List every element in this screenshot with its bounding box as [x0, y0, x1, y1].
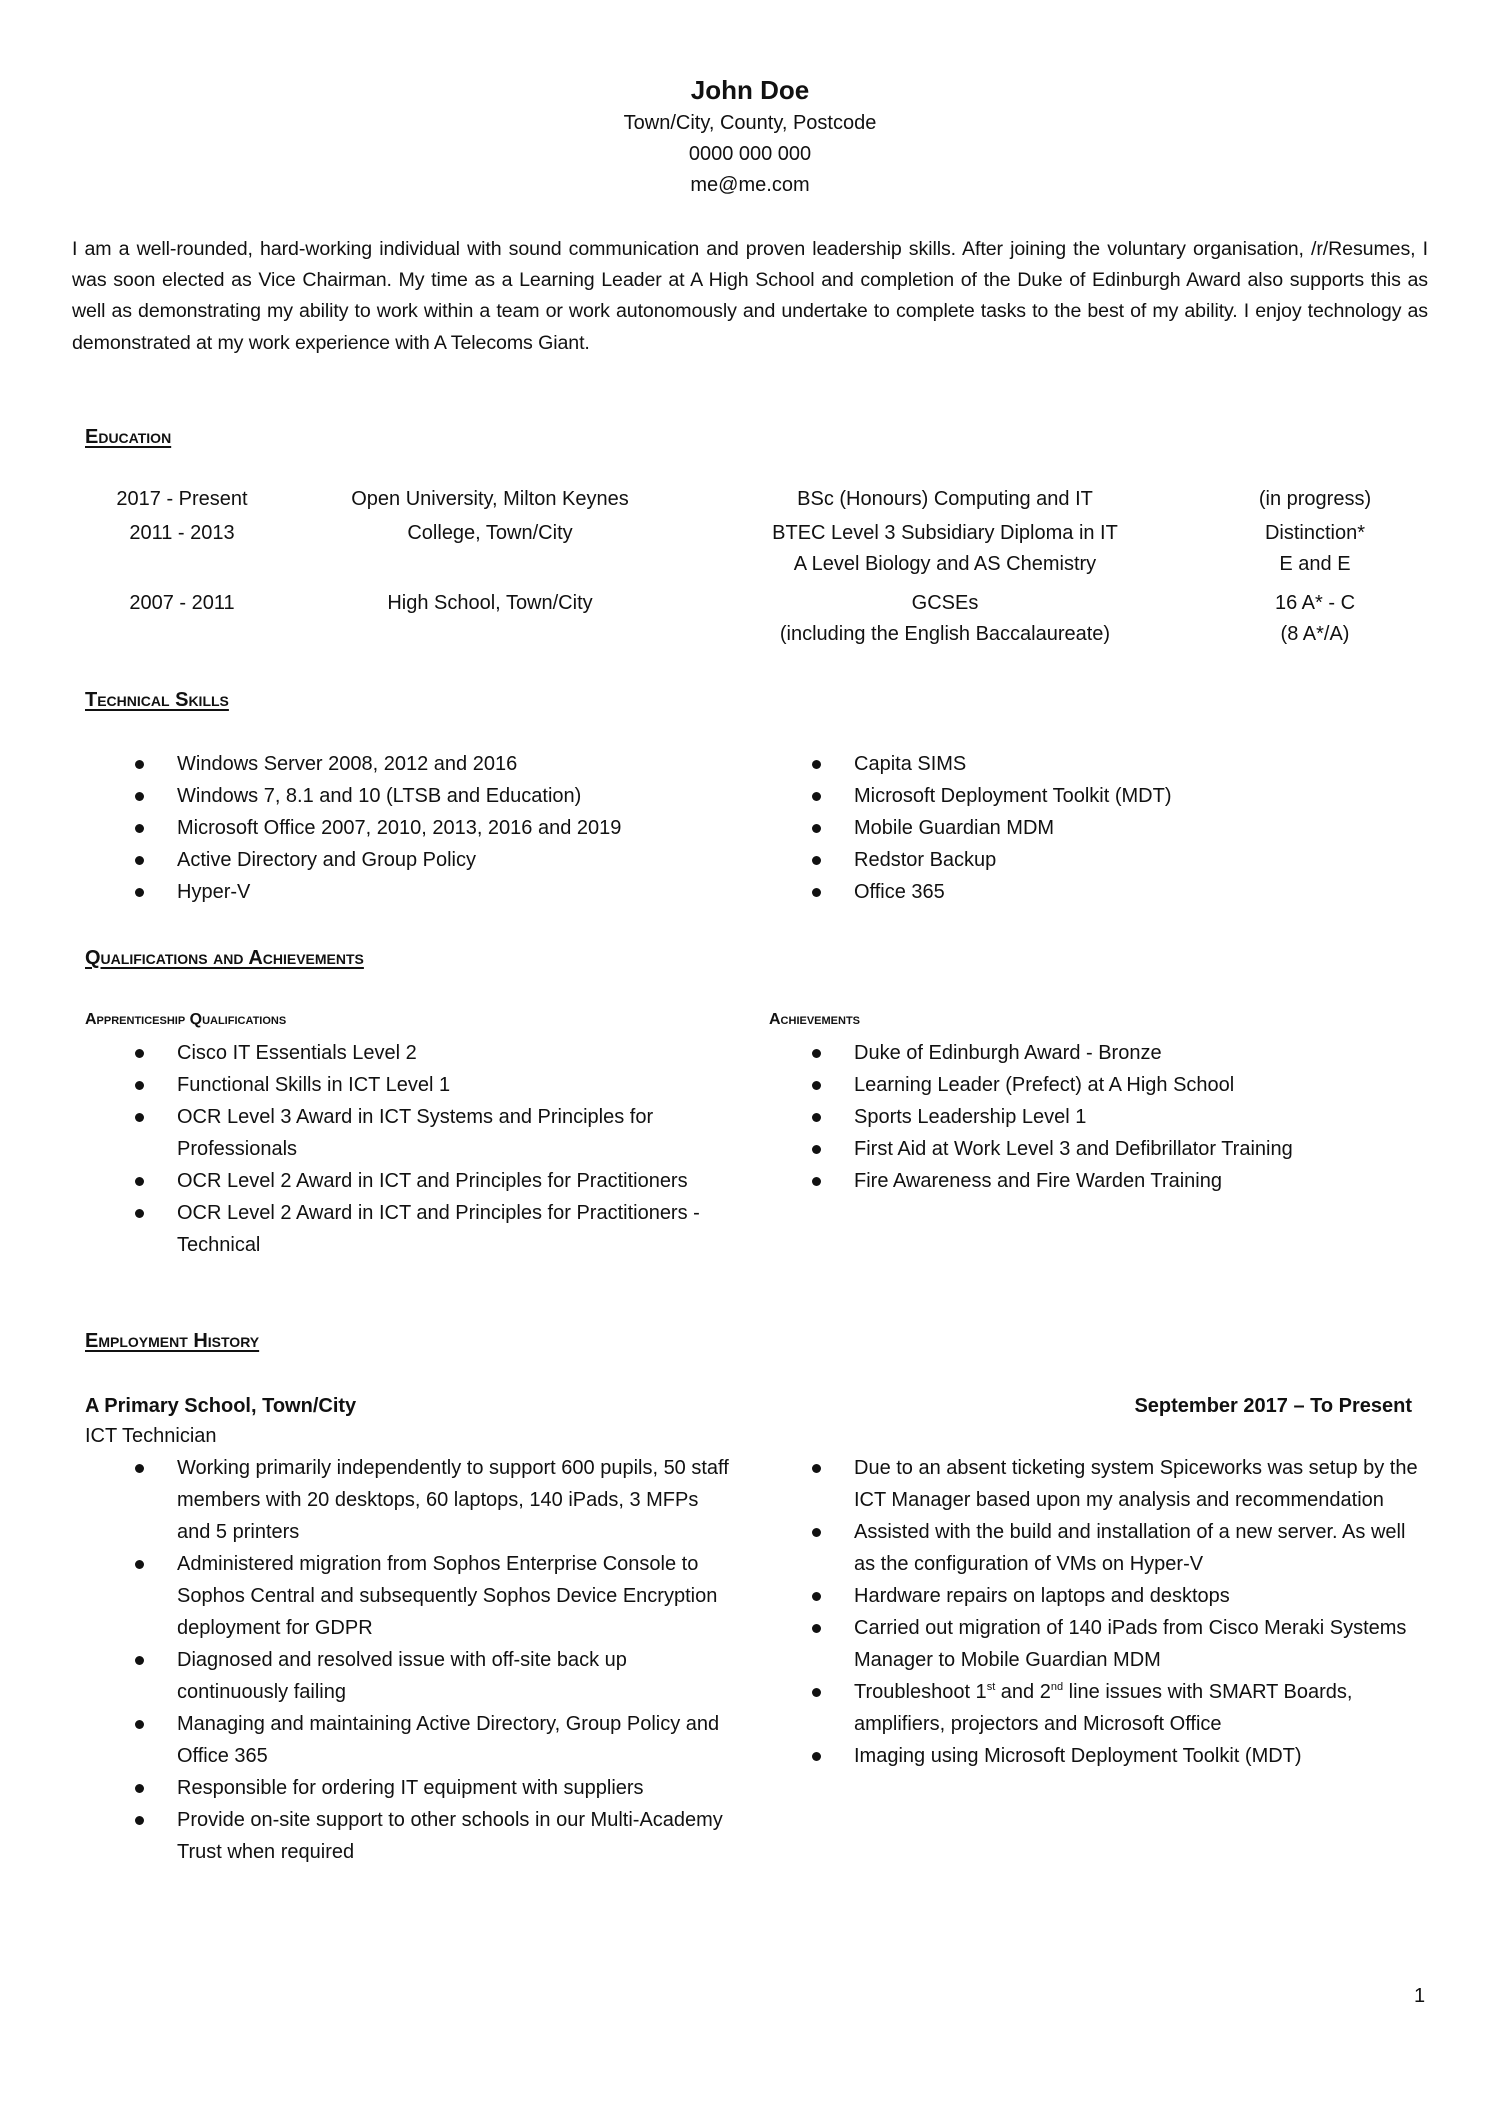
- education-course: BSc (Honours) Computing and IT: [797, 488, 1093, 510]
- bullet-icon: [135, 1177, 144, 1186]
- bullet-icon: [812, 1592, 821, 1601]
- list-item: Troubleshoot 1st and 2nd line issues with SMART Boards, amplifiers, projectors and Microsoft Office: [812, 1676, 1432, 1740]
- education-grade: E and E: [1279, 553, 1351, 575]
- list-item: Redstor Backup: [812, 844, 1412, 876]
- bullet-icon: [812, 1113, 821, 1122]
- education-institution: Open University, Milton Keynes: [351, 488, 629, 510]
- list-item: Active Directory and Group Policy: [135, 844, 735, 876]
- bullet-icon: [135, 1784, 144, 1793]
- phone-number: 0000 000 000: [688, 143, 812, 165]
- education-course: GCSEs: [911, 592, 979, 614]
- list-item: Assisted with the build and installation of a new server. As well as the configuration of VMs on Hyper-V: [812, 1516, 1432, 1580]
- education-dates: 2017 - Present: [116, 488, 248, 510]
- bullet-icon: [812, 1688, 821, 1697]
- page-number: 1: [1414, 1985, 1426, 2007]
- subheading-apprenticeship: Apprenticeship Qualifications: [85, 1011, 287, 1028]
- bullet-icon: [135, 856, 144, 865]
- education-grade: Distinction*: [1264, 522, 1366, 544]
- list-item: Carried out migration of 140 iPads from Cisco Meraki Systems Manager to Mobile Guardian MDM: [812, 1612, 1432, 1676]
- education-dates: 2011 - 2013: [129, 522, 235, 544]
- section-heading-employment: Employment History: [85, 1330, 260, 1352]
- list-item: OCR Level 3 Award in ICT Systems and Principles for Professionals: [135, 1101, 725, 1165]
- list-item: Windows 7, 8.1 and 10 (LTSB and Education): [135, 780, 735, 812]
- subheading-achievements: Achievements: [769, 1011, 861, 1028]
- bullet-icon: [812, 888, 821, 897]
- bullet-icon: [135, 1720, 144, 1729]
- bullet-icon: [812, 1752, 821, 1761]
- bullet-icon: [812, 1464, 821, 1473]
- list-item: Due to an absent ticketing system Spiceworks was setup by the ICT Manager based upon my analysis and recommendation: [812, 1452, 1432, 1516]
- job-duties-right: [812, 1452, 1432, 1772]
- list-item: Functional Skills in ICT Level 1: [135, 1069, 725, 1101]
- employment-dates: September 2017 – To Present: [1134, 1395, 1412, 1417]
- bullet-icon: [135, 1113, 144, 1122]
- education-grade: (in progress): [1258, 488, 1372, 510]
- list-item: Provide on-site support to other schools in our Multi-Academy Trust when required: [135, 1804, 735, 1868]
- technical-skills-list-left: [135, 748, 735, 908]
- bullet-icon: [812, 792, 821, 801]
- bullet-icon: [135, 1816, 144, 1825]
- bullet-icon: [812, 824, 821, 833]
- list-item: Hyper-V: [135, 876, 735, 908]
- section-heading-qualifications: Qualifications and Achievements: [85, 947, 364, 969]
- bullet-icon: [812, 1081, 821, 1090]
- list-item: Duke of Edinburgh Award - Bronze: [812, 1037, 1432, 1069]
- list-item: Hardware repairs on laptops and desktops: [812, 1580, 1432, 1612]
- bullet-icon: [135, 1209, 144, 1218]
- education-course: BTEC Level 3 Subsidiary Diploma in IT: [772, 522, 1118, 544]
- education-dates: 2007 - 2011: [129, 592, 235, 614]
- achievements-list: [812, 1037, 1432, 1197]
- education-course: A Level Biology and AS Chemistry: [793, 553, 1097, 575]
- list-item: Responsible for ordering IT equipment with suppliers: [135, 1772, 735, 1804]
- list-item: OCR Level 2 Award in ICT and Principles for Practitioners - Technical: [135, 1197, 725, 1261]
- section-heading-technical-skills: Technical Skills: [85, 689, 229, 711]
- education-grade: (8 A*/A): [1280, 623, 1350, 645]
- list-item: Cisco IT Essentials Level 2: [135, 1037, 725, 1069]
- education-grade: 16 A* - C: [1274, 592, 1356, 614]
- bullet-icon: [135, 760, 144, 769]
- section-heading-education: Education: [85, 426, 172, 448]
- bullet-icon: [812, 1145, 821, 1154]
- bullet-icon: [135, 792, 144, 801]
- bullet-icon: [812, 1049, 821, 1058]
- employer-name: A Primary School, Town/City: [85, 1395, 357, 1417]
- bullet-icon: [135, 824, 144, 833]
- apprenticeship-list: [135, 1037, 725, 1261]
- list-item: Diagnosed and resolved issue with off-site back up continuously failing: [135, 1644, 735, 1708]
- candidate-name: John Doe: [690, 75, 810, 105]
- job-duties-left: [135, 1452, 735, 1868]
- list-item: Managing and maintaining Active Directory, Group Policy and Office 365: [135, 1708, 735, 1772]
- job-title: ICT Technician: [85, 1425, 217, 1447]
- list-item: Fire Awareness and Fire Warden Training: [812, 1165, 1432, 1197]
- bullet-icon: [135, 1656, 144, 1665]
- education-institution: High School, Town/City: [387, 592, 593, 614]
- address: Town/City, County, Postcode: [623, 112, 877, 134]
- list-item: Administered migration from Sophos Enterprise Console to Sophos Central and subsequently Sophos Device Encryption deployment for GDPR: [135, 1548, 735, 1644]
- bullet-icon: [135, 1049, 144, 1058]
- technical-skills-list-right: [812, 748, 1412, 908]
- bullet-icon: [135, 888, 144, 897]
- bullet-icon: [812, 1528, 821, 1537]
- personal-summary: I am a well-rounded, hard-working individual with sound communication and proven leadership skills. After joining the voluntary organisation, /r/Resumes, I was soon elected as Vice Chairman. My time as a Learning Leader at A High School and completion of the Duke of Edinburgh Award also supports this as well as demonstrating my ability to work within a team or work autonomously and undertake to complete tasks to the best of my ability. I enjoy technology as demonstrated at my work experience with A Telecoms Giant.: [72, 238, 1428, 354]
- bullet-icon: [812, 1177, 821, 1186]
- list-item: Office 365: [812, 876, 1412, 908]
- bullet-icon: [135, 1560, 144, 1569]
- list-item: OCR Level 2 Award in ICT and Principles for Practitioners: [135, 1165, 725, 1197]
- bullet-icon: [812, 1624, 821, 1633]
- list-item: Working primarily independently to support 600 pupils, 50 staff members with 20 desktops, 60 laptops, 140 iPads, 3 MFPs and 5 printers: [135, 1452, 735, 1548]
- email-address: me@me.com: [690, 174, 810, 196]
- list-item: Microsoft Office 2007, 2010, 2013, 2016 and 2019: [135, 812, 735, 844]
- bullet-icon: [135, 1081, 144, 1090]
- bullet-icon: [135, 1464, 144, 1473]
- education-course: (including the English Baccalaureate): [779, 623, 1111, 645]
- list-item: Sports Leadership Level 1: [812, 1101, 1432, 1133]
- education-institution: College, Town/City: [407, 522, 573, 544]
- bullet-icon: [812, 856, 821, 865]
- list-item: Learning Leader (Prefect) at A High School: [812, 1069, 1432, 1101]
- list-item: Microsoft Deployment Toolkit (MDT): [812, 780, 1412, 812]
- bullet-icon: [812, 760, 821, 769]
- list-item: Capita SIMS: [812, 748, 1412, 780]
- list-item: Imaging using Microsoft Deployment Toolkit (MDT): [812, 1740, 1432, 1772]
- list-item: First Aid at Work Level 3 and Defibrillator Training: [812, 1133, 1432, 1165]
- list-item: Windows Server 2008, 2012 and 2016: [135, 748, 735, 780]
- list-item: Mobile Guardian MDM: [812, 812, 1412, 844]
